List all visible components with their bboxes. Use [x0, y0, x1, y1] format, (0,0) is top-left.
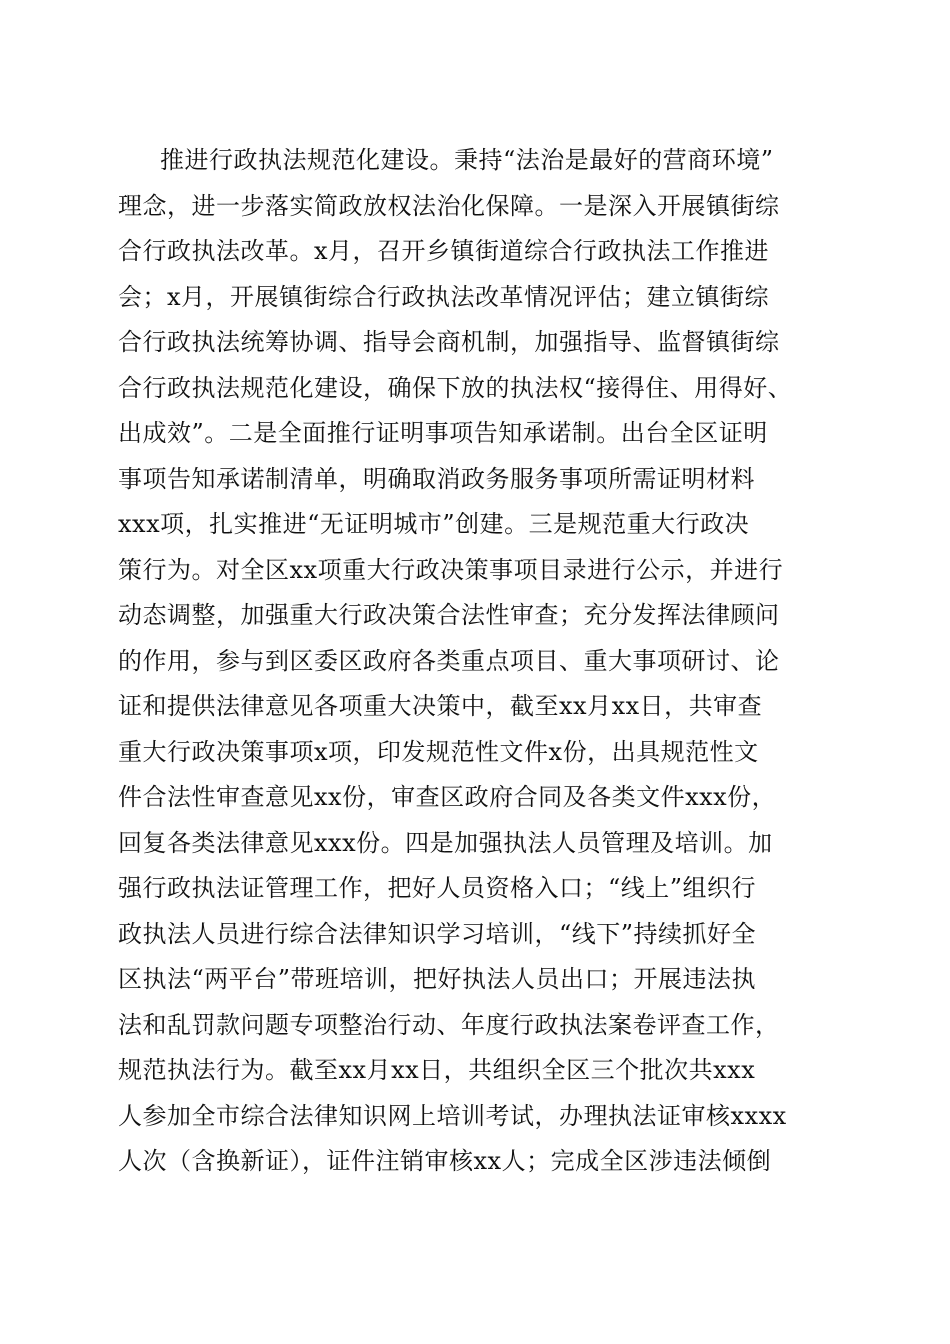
paragraph-line: 区执法“两平台”带班培训，把好执法人员出口；开展违法执	[118, 965, 757, 993]
paragraph-line: 的作用，参与到区委区政府各类重点项目、重大事项研讨、论	[118, 646, 780, 675]
paragraph-line: 人次（含换新证），证件注销审核xx人；完成全区涉违法倾倒	[118, 1147, 772, 1175]
paragraph-line: 推进行政执法规范化建设。秉持“法治是最好的营商环境”	[160, 146, 774, 174]
paragraph-line: 会；x月，开展镇街综合行政执法改革情况评估；建立镇街综	[118, 282, 770, 311]
paragraph-line: 理念，进一步落实简政放权法治化保障。一是深入开展镇街综	[118, 191, 780, 220]
paragraph-line: 合行政执法改革。x月，召开乡镇街道综合行政执法工作推进	[118, 237, 770, 265]
body-paragraph	[118, 138, 838, 1185]
paragraph-line: 强行政执法证管理工作，把好人员资格入口；“线上”组织行	[118, 874, 757, 902]
paragraph-line: 回复各类法律意见xxx份。四是加强执法人员管理及培训。加	[118, 828, 773, 857]
paragraph-line: 合行政执法规范化建设，确保下放的执法权“接得住、用得好、	[118, 373, 793, 402]
paragraph-line: 件合法性审查意见xx份，审查区政府合同及各类文件xxx份，	[118, 783, 777, 811]
paragraph-line: 人参加全市综合法律知识网上培训考试，办理执法证审核xxxx	[118, 1101, 787, 1130]
paragraph-line: 规范执法行为。截至xx月xx日，共组织全区三个批次共xxx	[118, 1056, 756, 1084]
paragraph-line: 重大行政决策事项x项，印发规范性文件x份，出具规范性文	[118, 737, 759, 766]
paragraph-line: xxx项，扎实推进“无证明城市”创建。三是规范重大行政决	[118, 510, 750, 538]
paragraph-line: 政执法人员进行综合法律知识学习培训，“线下”持续抓好全	[118, 919, 757, 948]
paragraph-line: 事项告知承诺制清单，明确取消政务服务事项所需证明材料	[118, 464, 755, 493]
paragraph-line: 证和提供法律意见各项重大决策中，截至xx月xx日，共审查	[118, 692, 763, 720]
paragraph-line: 出成效”。二是全面推行证明事项告知承诺制。出台全区证明	[118, 419, 768, 447]
paragraph-line: 合行政执法统筹协调、指导会商机制，加强指导、监督镇街综	[118, 328, 780, 356]
paragraph-line: 动态调整，加强重大行政决策合法性审查；充分发挥法律顾问	[118, 601, 780, 629]
paragraph-line: 法和乱罚款问题专项整治行动、年度行政执法案卷评查工作，	[118, 1010, 780, 1039]
paragraph-line: 策行为。对全区xx项重大行政决策事项目录进行公示，并进行	[118, 555, 784, 584]
